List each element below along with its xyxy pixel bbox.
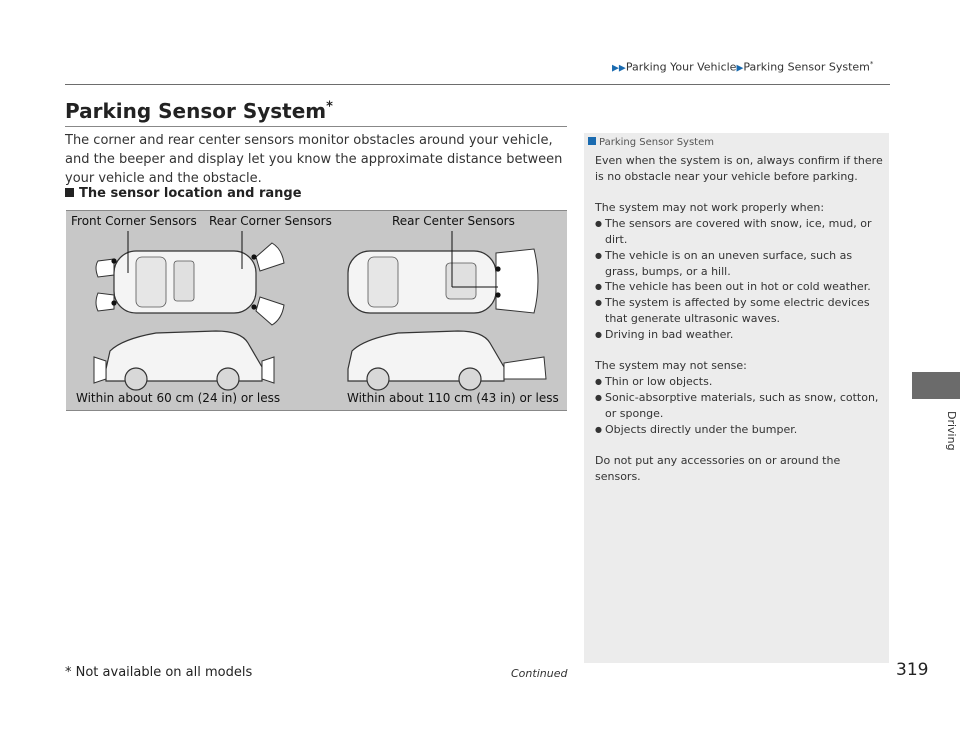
header-divider (65, 84, 890, 85)
sidebar-intro: Even when the system is on, always confirm if there is no obstacle near your vehicle before parking. (595, 154, 883, 183)
reference-marker-icon (588, 137, 596, 145)
list-item: ● Driving in bad weather. (595, 327, 883, 343)
sensor-diagram (66, 210, 567, 411)
range-fan-rear-right (256, 297, 284, 325)
sensor-dot (251, 254, 256, 259)
range-fan-rear-left (256, 243, 284, 271)
sensor-dot (495, 266, 500, 271)
page-number: 319 (896, 660, 929, 680)
section-tab-label: Driving (945, 411, 958, 451)
sidebar-not-sense-heading: The system may not sense: (595, 359, 747, 373)
section-tab-marker (912, 372, 960, 399)
range-corner-top-group (96, 243, 284, 325)
breadcrumb-marker: * (869, 60, 874, 68)
range-fan-side-center (504, 357, 546, 379)
footnote: * Not available on all models (65, 665, 253, 680)
title-divider (65, 126, 567, 127)
title-marker: * (326, 99, 333, 115)
list-item: ● The sensors are covered with snow, ice, mud, or dirt. (595, 216, 883, 248)
triangle-right-icon: ▶ (736, 63, 744, 74)
range-center-top-group (348, 231, 538, 313)
label-rear-corner-sensors: Rear Corner Sensors (209, 214, 332, 228)
list-item: ● Thin or low objects. (595, 374, 883, 390)
label-rear-center-sensors: Rear Center Sensors (392, 214, 515, 228)
sidebar-body (595, 153, 883, 485)
list-item: ● The vehicle has been out in hot or cold weather. (595, 279, 883, 295)
section-heading (65, 186, 302, 201)
sidebar-not-work-heading: The system may not work properly when: (595, 201, 825, 215)
list-item: ● Objects directly under the bumper. (595, 422, 883, 438)
breadcrumb-current: Parking Sensor System (743, 60, 870, 74)
car-top-roof-right (446, 263, 476, 299)
list-item: ● Sonic-absorptive materials, such as snow, cotton, or sponge. (595, 390, 883, 422)
page-title-text: Parking Sensor System (65, 99, 327, 123)
label-front-corner-sensors: Front Corner Sensors (71, 214, 197, 228)
continued-label: Continued (511, 667, 568, 680)
sensor-dot (251, 304, 256, 309)
wheel-icon (459, 368, 481, 390)
side-view-group (94, 331, 546, 390)
breadcrumb (612, 60, 873, 74)
car-top-windshield-right (368, 257, 398, 307)
label-range-center: Within about 110 cm (43 in) or less (347, 391, 559, 405)
range-fan-front-left (96, 259, 114, 277)
car-top-roof-left (174, 261, 194, 301)
sidebar-heading-text: Parking Sensor System (599, 137, 714, 148)
breadcrumb-parent: Parking Your Vehicle (625, 60, 737, 74)
intro-paragraph: The corner and rear center sensors monitor obstacles around your vehicle, and the beeper and display let you know the approximate distance between your vehicle and the obstacle. (65, 133, 563, 186)
sensor-dot (495, 292, 500, 297)
square-bullet-icon (65, 188, 74, 197)
range-fan-rear-center (496, 249, 538, 313)
wheel-icon (367, 368, 389, 390)
list-item: ● The vehicle is on an uneven surface, such as grass, bumps, or a hill. (595, 248, 883, 280)
label-range-corner: Within about 60 cm (24 in) or less (76, 391, 281, 405)
range-fan-side-rear (262, 357, 274, 383)
car-top-windshield-left (136, 257, 166, 307)
section-heading-text: The sensor location and range (79, 186, 302, 201)
sidebar-note (584, 133, 889, 663)
list-item: ● The system is affected by some electric devices that generate ultrasonic waves. (595, 295, 883, 327)
page-title (65, 99, 333, 123)
sensor-diagram-art (66, 211, 567, 412)
sidebar-heading (588, 137, 714, 148)
wheel-icon (125, 368, 147, 390)
range-fan-front-right (96, 293, 114, 311)
range-fan-side-front (94, 357, 106, 383)
sidebar-closing: Do not put any accessories on or around the sensors. (595, 454, 841, 483)
triangle-right-icon: ▶▶ (612, 63, 626, 74)
wheel-icon (217, 368, 239, 390)
sensor-dot (111, 300, 116, 305)
sensor-dot (111, 258, 116, 263)
